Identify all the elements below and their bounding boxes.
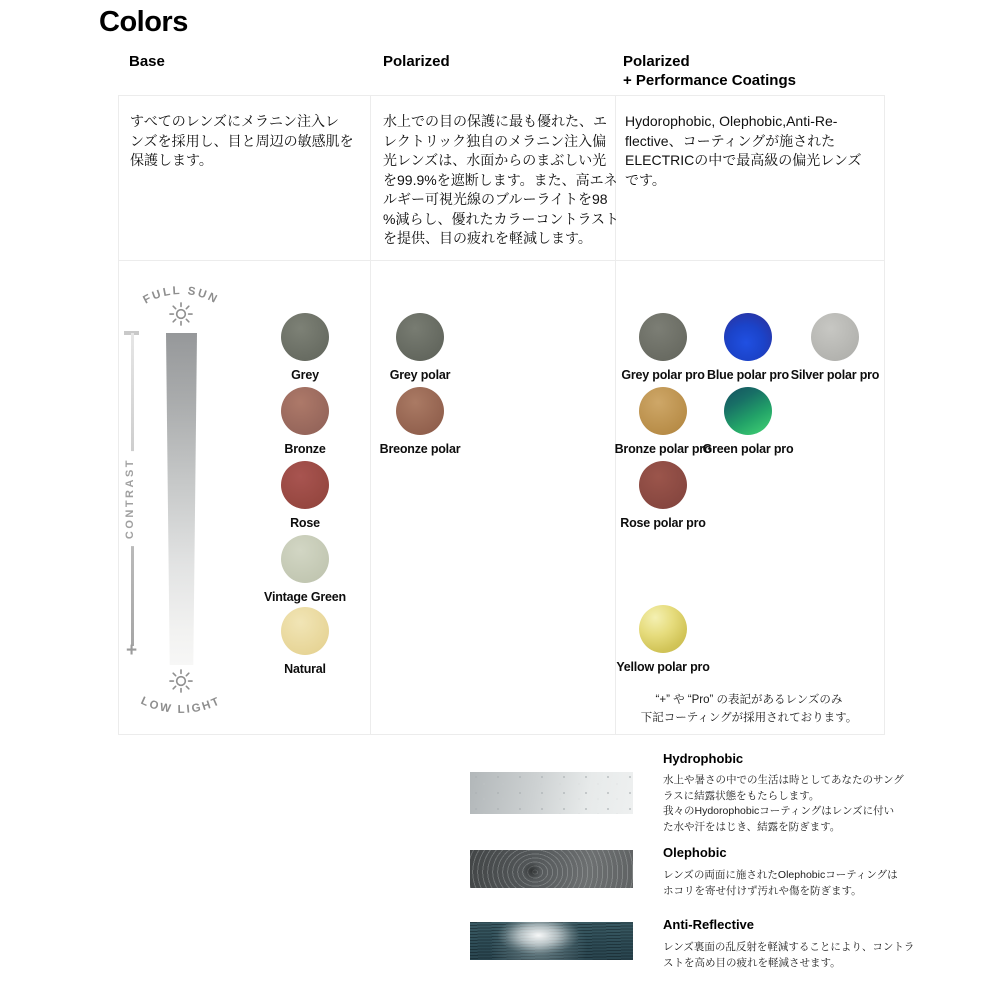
pro-coating-note <box>618 691 880 727</box>
polarized-pro-description-line: flective、コーティングが施された <box>625 132 836 149</box>
lens-circle-grey-polar <box>396 313 444 361</box>
lens-circle-natural <box>281 607 329 655</box>
page-title: Colors <box>99 6 188 38</box>
lens-circle-rose <box>281 461 329 509</box>
polarized-description-line: 水上での目の保護に最も優れた、エ <box>383 113 607 129</box>
swatch-rose <box>245 461 365 530</box>
swatch-label: Grey polar <box>389 368 451 382</box>
polarized-description-line: レクトリック独自のメラニン注入偏 <box>383 132 607 149</box>
table-border-bottom <box>118 734 885 735</box>
polarized-description-line: %減らし、優れたカラーコントラスト <box>383 210 620 227</box>
low-light-arc <box>101 680 261 724</box>
swatch-label: Breonze polar <box>379 442 461 456</box>
lens-circle-grey <box>281 313 329 361</box>
base-description-line: すべてのレンズにメラニン注入レ <box>130 113 339 129</box>
lens-circle-bronze-polar-pro <box>639 387 687 435</box>
lens-circle-vintage-green <box>281 535 329 583</box>
polarized-description-line: 光レンズは、水面からのまぶしい光 <box>383 152 607 168</box>
swatch-label: Natural <box>284 662 326 676</box>
swatch-label: Grey polar pro <box>621 368 705 382</box>
low-light-label: LOW LIGHT <box>138 695 224 716</box>
table-border-left <box>118 95 119 734</box>
lens-circle-breonze-polar <box>396 387 444 435</box>
polarized-description <box>383 112 619 249</box>
table-border-top <box>118 95 885 96</box>
condensation-photo <box>470 772 633 814</box>
anti-reflective-description <box>663 940 914 971</box>
fingerprint-photo <box>470 850 633 888</box>
hydrophobic-description-line: ラスに結露状態をもたらします。 <box>663 789 820 802</box>
column-header-polarized-pro <box>623 52 796 90</box>
swatch-silver-polar-pro <box>775 313 895 382</box>
ocean-glare-photo <box>470 922 633 960</box>
lens-circle-rose-polar-pro <box>639 461 687 509</box>
swatch-label: Silver polar pro <box>790 368 880 382</box>
base-description-line: ンズを採用し、目と周辺の敏感肌を <box>130 132 354 149</box>
swatch-natural <box>245 607 365 676</box>
base-description-line: 保護します。 <box>130 152 213 168</box>
swatch-bronze <box>245 387 365 456</box>
swatch-yellow-polar-pro <box>603 605 723 674</box>
column-header-polarized <box>383 52 450 71</box>
column-header-polarized-text: Polarized <box>383 53 450 70</box>
column-header-base <box>129 52 165 71</box>
swatch-label: Rose polar pro <box>620 516 706 530</box>
lens-circle-bronze <box>281 387 329 435</box>
svg-text:LOW LIGHT <box>139 695 223 716</box>
table-row-divider <box>118 260 885 261</box>
swatch-label: Green polar pro <box>702 442 794 456</box>
column-header-polarized-pro-line2: + Performance Coatings <box>623 72 796 89</box>
olephobic-description <box>663 868 898 899</box>
swatch-grey <box>245 313 365 382</box>
sun-icon <box>168 301 194 327</box>
table-border-right <box>884 95 885 734</box>
polarized-pro-description-line: ELECTRICの中で最高級の偏光レンズ <box>625 152 862 168</box>
polarized-pro-description-line: です。 <box>625 171 666 188</box>
swatch-rose-polar-pro <box>603 461 723 530</box>
pro-coating-note-line1: “+” や “Pro” の表記があるレンズのみ <box>655 694 843 706</box>
swatch-breonze-polar <box>360 387 480 456</box>
swatch-label: Rose <box>290 516 320 530</box>
swatch-vintage-green <box>245 535 365 604</box>
polarized-description-line: を提供、目の疲れを軽減します。 <box>383 230 592 246</box>
swatch-label: Yellow polar pro <box>616 660 710 674</box>
hydrophobic-description-line: 水上や暑さの中での生活は時としてあなたのサング <box>663 774 904 786</box>
lens-circle-silver-polar-pro <box>811 313 859 361</box>
column-header-polarized-pro-line1: Polarized <box>623 53 690 70</box>
lens-circle-green-polar-pro <box>724 387 772 435</box>
hydrophobic-description-line: た水や汗をはじき、結露を防ぎます。 <box>663 820 841 833</box>
lens-circle-grey-polar-pro <box>639 313 687 361</box>
lens-circle-yellow-polar-pro <box>639 605 687 653</box>
polarized-description-line: ルギー可視光線のブルーライトを98 <box>383 191 608 207</box>
hydrophobic-description-line: 我々のHydorophobicコーティングはレンズに付い <box>663 805 895 817</box>
anti-reflective-description-line: ストを高め目の疲れを軽減させます。 <box>663 956 841 969</box>
swatch-label: Vintage Green <box>264 590 346 604</box>
swatch-label: Bronze polar pro <box>614 442 712 456</box>
polarized-pro-description <box>625 112 861 190</box>
anti-reflective-description-line: レンズ裏面の乱反射を軽減することにより、コントラ <box>663 941 915 953</box>
full-sun-label: FULL SUN <box>141 284 221 307</box>
swatch-label: Blue polar pro <box>707 368 789 382</box>
anti-reflective-title: Anti-Reflective <box>663 917 755 932</box>
column-header-base-text: Base <box>129 53 165 70</box>
lens-circle-blue-polar-pro <box>724 313 772 361</box>
swatch-label: Bronze <box>284 442 326 456</box>
polarized-pro-description-line: Hydorophobic, Olephobic,Anti-Re- <box>625 113 838 129</box>
swatch-label: Grey <box>291 368 319 382</box>
swatch-green-polar-pro <box>688 387 808 456</box>
hydrophobic-description <box>663 773 904 835</box>
pro-coating-note-line2: 下記コーティングが採用されております。 <box>640 712 858 724</box>
olephobic-description-line: レンズの両面に施されたOlephobicコーティングは <box>663 869 898 881</box>
base-description <box>130 112 354 171</box>
olephobic-description-line: ホコリを寄せ付けず汚れや傷を防ぎます。 <box>663 884 862 897</box>
contrast-axis-label: CONTRAST <box>124 451 136 546</box>
olephobic-title: Olephobic <box>663 845 727 860</box>
hydrophobic-title: Hydrophobic <box>663 751 744 766</box>
light-gradient-bar <box>166 333 197 665</box>
contrast-plus-symbol: + <box>125 640 138 661</box>
polarized-description-line: を99.9%を遮断します。また、高エネ <box>383 171 618 188</box>
swatch-grey-polar <box>360 313 480 382</box>
